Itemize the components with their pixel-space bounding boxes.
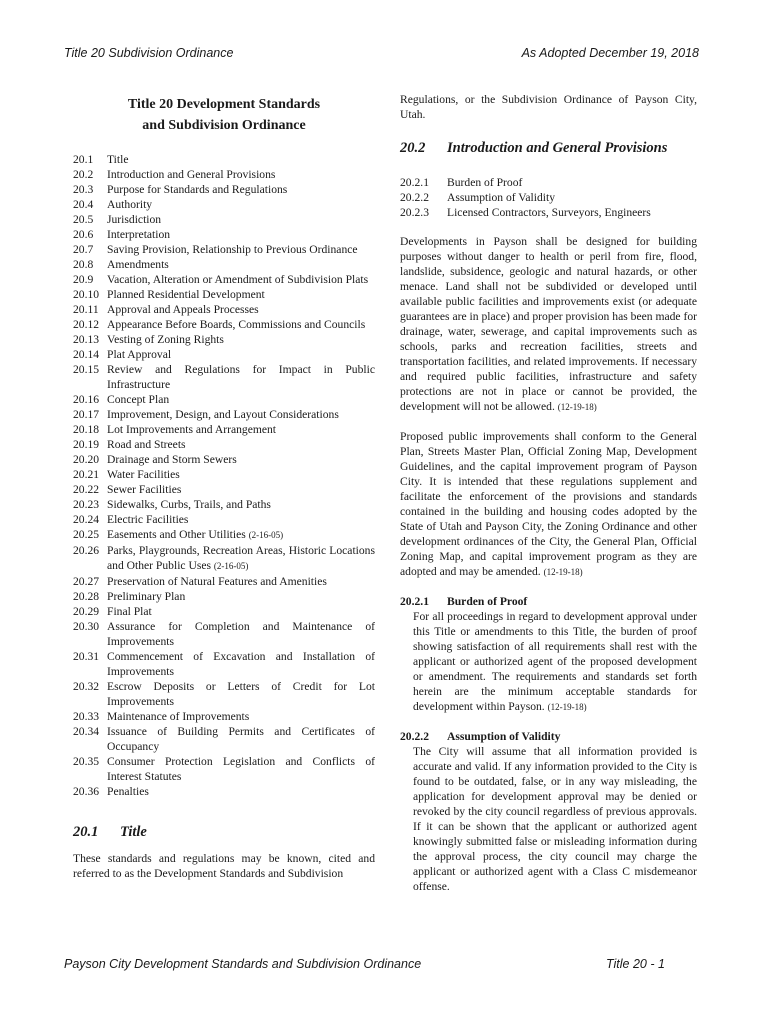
- toc-entry-text: Assurance for Completion and Maintenance of Improvements: [107, 620, 375, 648]
- toc-entry-text: Electric Facilities: [107, 513, 189, 526]
- toc-entry-number: 20.23: [73, 498, 100, 511]
- amendment-note: (12-19-18): [547, 702, 587, 712]
- toc-entry-text: Vacation, Alteration or Amendment of Subdivision Plats: [107, 273, 369, 286]
- toc-entry: [73, 649, 375, 679]
- toc-entry-title: [107, 212, 375, 227]
- toc-entry-title: [107, 724, 375, 754]
- toc-entry-number: 20.10: [73, 288, 100, 301]
- toc-entry-text: Preservation of Natural Features and Amenities: [107, 575, 327, 588]
- toc-entry-title: [107, 287, 375, 302]
- toc-entry: [73, 332, 375, 347]
- toc-entry-title: [107, 679, 375, 709]
- section-number: 20.2: [400, 140, 426, 156]
- toc-entry-text: Planned Residential Development: [107, 288, 265, 301]
- toc-entry-text: Commencement of Excavation and Installation of Improvements: [107, 650, 375, 678]
- toc-entry-title: [107, 604, 375, 619]
- toc-entry-number: 20.33: [73, 710, 100, 723]
- toc-entry-number: 20.13: [73, 333, 100, 346]
- toc-entry-title: [107, 619, 375, 649]
- document-title: [73, 94, 375, 136]
- toc-entry-text: Sidewalks, Curbs, Trails, and Paths: [107, 498, 271, 511]
- toc-entry-number: 20.9: [73, 273, 94, 286]
- section-20-1-body: These standards and regulations may be known, cited and referred to as the Development Standards and Subdivision: [73, 852, 375, 880]
- paragraph-text: Proposed public improvements shall conform to the General Plan, Streets Master Plan, Official Zoning Map, Development Guidelines, and the capital improvement program of Payson City. It is intended that these regulations supplement and facilitate the enforcement of the provisions and standards contained in the building and housing codes adopted by the State of Utah and Payson City, the Zoning Ordinance and other development ordinances of the City, the General Plan, Official Zoning Map, and capital improvement program as they are adopted and may be amended.: [400, 430, 697, 578]
- table-of-contents: [73, 152, 375, 799]
- toc-entry: [73, 574, 375, 589]
- toc-entry-number: 20.2: [73, 168, 94, 181]
- toc-entry-title: [107, 227, 375, 242]
- toc-entry-title: [107, 527, 375, 543]
- subsection-number: 20.2.3: [400, 206, 429, 219]
- toc-entry: [73, 407, 375, 422]
- toc-entry-text: Road and Streets: [107, 438, 186, 451]
- toc-entry-text: Water Facilities: [107, 468, 180, 481]
- amendment-note: (12-19-18): [543, 567, 583, 577]
- toc-entry-text: Jurisdiction: [107, 213, 162, 226]
- toc-entry-text: Easements and Other Utilities: [107, 528, 246, 541]
- document-title-line1: Title 20 Development Standards: [127, 97, 321, 112]
- toc-entry-number: 20.29: [73, 605, 100, 618]
- subsection-20-2-1-body: [400, 609, 697, 715]
- toc-entry-number: 20.7: [73, 243, 94, 256]
- toc-entry: [73, 619, 375, 649]
- toc-entry-text: Review and Regulations for Impact in Public Infrastructure: [107, 363, 375, 391]
- continuation-paragraph: Regulations, or the Subdivision Ordinance of Payson City, Utah.: [400, 93, 697, 121]
- toc-entry-title: [107, 754, 375, 784]
- toc-entry-number: 20.12: [73, 318, 100, 331]
- toc-entry-text: Preliminary Plan: [107, 590, 186, 603]
- toc-entry: [73, 754, 375, 784]
- toc-entry-text: Authority: [107, 198, 153, 211]
- toc-entry-title: [107, 242, 375, 257]
- toc-entry-title: [107, 497, 375, 512]
- toc-entry: [73, 512, 375, 527]
- toc-entry: [73, 724, 375, 754]
- toc-entry-number: 20.35: [73, 755, 100, 768]
- toc-entry: [73, 182, 375, 197]
- toc-entry-number: 20.28: [73, 590, 100, 603]
- toc-entry-number: 20.21: [73, 468, 100, 481]
- toc-entry: [73, 167, 375, 182]
- toc-entry-text: Approval and Appeals Processes: [107, 303, 259, 316]
- toc-entry: [73, 257, 375, 272]
- toc-entry-title: [107, 437, 375, 452]
- toc-entry-text: Improvement, Design, and Layout Considerations: [107, 408, 339, 421]
- section-20-1-heading: [73, 824, 375, 841]
- toc-entry-number: 20.30: [73, 620, 100, 633]
- toc-entry-title: [107, 257, 375, 272]
- amendment-note: (2-16-05): [248, 530, 284, 540]
- toc-entry-text: Lot Improvements and Arrangement: [107, 423, 277, 436]
- page-footer-title: Payson City Development Standards and Subdivision Ordinance: [64, 957, 422, 971]
- toc-entry-number: 20.19: [73, 438, 100, 451]
- subsection-number: 20.2.2: [400, 191, 429, 204]
- toc-entry-number: 20.27: [73, 575, 100, 588]
- toc-entry: [73, 392, 375, 407]
- toc-entry-number: 20.31: [73, 650, 100, 663]
- toc-entry-number: 20.15: [73, 363, 100, 376]
- toc-entry-title: [107, 167, 375, 182]
- toc-entry-text: Interpretation: [107, 228, 171, 241]
- toc-entry: [73, 543, 375, 574]
- toc-entry: [73, 152, 375, 167]
- toc-entry: [73, 317, 375, 332]
- toc-entry-number: 20.18: [73, 423, 100, 436]
- page-footer-page-number: Title 20 - 1: [606, 957, 665, 971]
- subsection-name: Licensed Contractors, Surveyors, Engineers: [447, 206, 651, 219]
- toc-entry-title: [107, 392, 375, 407]
- section-number: 20.1: [73, 824, 99, 840]
- amendment-note: (12-19-18): [557, 402, 597, 412]
- toc-entry: [73, 227, 375, 242]
- subsection-20-2-2-body: The City will assume that all information provided is accurate and valid. If any information provided to the City is found to be outdated, false, or in any way misleading, the application for development approval may be denied or revoked by the city council regardless of previous approvals. If it can be shown that the applicant or authorized agent knowingly submitted false or misleading information during the approval process, the city council may charge the applicant or authorized agent with a Class C misdemeanor offense.: [413, 745, 697, 893]
- toc-entry-text: Saving Provision, Relationship to Previous Ordinance: [107, 243, 358, 256]
- subsection-20-2-1-heading: [400, 594, 697, 609]
- toc-entry-title: [107, 452, 375, 467]
- toc-entry: [73, 589, 375, 604]
- toc-entry: [73, 604, 375, 619]
- public-improvements-paragraph: [400, 429, 697, 580]
- toc-entry-text: Purpose for Standards and Regulations: [107, 183, 288, 196]
- toc-entry: [73, 287, 375, 302]
- toc-entry-title: [107, 272, 375, 287]
- toc-entry-text: Maintenance of Improvements: [107, 710, 250, 723]
- toc-entry-text: Concept Plan: [107, 393, 170, 406]
- subsection-20-2-2-heading: [400, 729, 697, 744]
- left-column: [73, 92, 375, 881]
- toc-entry-number: 20.17: [73, 408, 100, 421]
- toc-entry: [73, 467, 375, 482]
- toc-entry-text: Amendments: [107, 258, 169, 271]
- toc-entry-number: 20.8: [73, 258, 94, 271]
- paragraph-text: For all proceedings in regard to development approval under this Title or amendments to this Title, the burden of proof showing satisfaction of all requirements shall rest with the applicant or authorized agent of the proposed development or amendment. The requirements and standards set forth herein are the minimum acceptable standards for development within Payson.: [413, 610, 697, 713]
- subsection-title: Burden of Proof: [447, 595, 528, 608]
- toc-entry-title: [107, 467, 375, 482]
- toc-entry-title: [107, 649, 375, 679]
- toc-entry-text: Parks, Playgrounds, Recreation Areas, Historic Locations and Other Public Uses: [107, 544, 375, 572]
- toc-entry-number: 20.36: [73, 785, 100, 798]
- toc-entry-title: [107, 362, 375, 392]
- toc-entry-number: 20.11: [73, 303, 99, 316]
- toc-entry-text: Penalties: [107, 785, 149, 798]
- toc-entry-title: [107, 784, 375, 799]
- toc-entry-title: [107, 407, 375, 422]
- right-column: [400, 92, 697, 894]
- amendment-note: (2-16-05): [213, 561, 249, 571]
- subsection-list: [400, 175, 697, 220]
- subsection-list-item: [400, 175, 697, 190]
- toc-entry-text: Final Plat: [107, 605, 152, 618]
- toc-entry: [73, 709, 375, 724]
- subsection-number: 20.2.2: [400, 730, 429, 743]
- toc-entry-title: [107, 422, 375, 437]
- toc-entry-title: [107, 347, 375, 362]
- toc-entry-title: [107, 574, 375, 589]
- toc-entry-title: [107, 543, 375, 574]
- toc-entry: [73, 212, 375, 227]
- toc-entry-number: 20.16: [73, 393, 100, 406]
- toc-entry: [73, 362, 375, 392]
- section-20-2-heading: [400, 140, 697, 157]
- toc-entry-text: Appearance Before Boards, Commissions and Councils: [107, 318, 366, 331]
- toc-entry-number: 20.1: [73, 153, 94, 166]
- toc-entry-title: [107, 152, 375, 167]
- toc-entry-title: [107, 482, 375, 497]
- subsection-title: Assumption of Validity: [447, 730, 561, 743]
- document-title-line2: and Subdivision Ordinance: [142, 118, 306, 133]
- subsection-name: Assumption of Validity: [447, 191, 555, 204]
- toc-entry: [73, 497, 375, 512]
- toc-entry-text: Drainage and Storm Sewers: [107, 453, 237, 466]
- toc-entry: [73, 347, 375, 362]
- toc-entry-title: [107, 709, 375, 724]
- development-hazards-paragraph: [400, 234, 697, 415]
- toc-entry: [73, 679, 375, 709]
- subsection-list-item: [400, 205, 697, 220]
- toc-entry-number: 20.5: [73, 213, 94, 226]
- toc-entry: [73, 482, 375, 497]
- paragraph-text: Developments in Payson shall be designed for building purposes without danger to health or peril from fire, flood, landslide, subsidence, geologic and natural hazards, or other menace. Land shall not be subdivided or developed until available public facilities and improvements exist (or adequate guarantees are in place) and proper provision has been made for drainage, water, sewerage, and capital improvements such as schools, parks and recreation facilities, streets and transportation facilities, and related improvements. If necessary and required public facilities, infrastructure and safety protections are not in place or cannot be provided, the development will not be allowed.: [400, 235, 697, 413]
- toc-entry-text: Issuance of Building Permits and Certificates of Occupancy: [107, 725, 375, 753]
- toc-entry: [73, 302, 375, 317]
- toc-entry-number: 20.24: [73, 513, 100, 526]
- toc-entry-text: Sewer Facilities: [107, 483, 182, 496]
- toc-entry: [73, 242, 375, 257]
- subsection-number: 20.2.1: [400, 595, 429, 608]
- toc-entry-text: Consumer Protection Legislation and Conflicts of Interest Statutes: [107, 755, 375, 783]
- subsection-number: 20.2.1: [400, 176, 429, 189]
- page-header-date: As Adopted December 19, 2018: [521, 46, 699, 60]
- toc-entry: [73, 452, 375, 467]
- toc-entry-title: [107, 317, 375, 332]
- toc-entry-number: 20.34: [73, 725, 100, 738]
- toc-entry-number: 20.20: [73, 453, 100, 466]
- subsection-list-item: [400, 190, 697, 205]
- toc-entry-title: [107, 589, 375, 604]
- toc-entry-number: 20.22: [73, 483, 100, 496]
- toc-entry-number: 20.14: [73, 348, 100, 361]
- page-header-title: Title 20 Subdivision Ordinance: [64, 46, 234, 60]
- toc-entry: [73, 197, 375, 212]
- toc-entry-number: 20.26: [73, 544, 100, 557]
- toc-entry: [73, 527, 375, 543]
- toc-entry-text: Plat Approval: [107, 348, 172, 361]
- toc-entry-number: 20.25: [73, 528, 100, 541]
- toc-entry-text: Vesting of Zoning Rights: [107, 333, 224, 346]
- toc-entry-title: [107, 512, 375, 527]
- toc-entry-number: 20.32: [73, 680, 100, 693]
- section-title: Title: [120, 824, 147, 840]
- toc-entry-title: [107, 302, 375, 317]
- toc-entry-number: 20.3: [73, 183, 94, 196]
- toc-entry: [73, 272, 375, 287]
- toc-entry-number: 20.6: [73, 228, 94, 241]
- toc-entry-text: Escrow Deposits or Letters of Credit for Lot Improvements: [107, 680, 375, 708]
- toc-entry-title: [107, 197, 375, 212]
- toc-entry: [73, 422, 375, 437]
- toc-entry-title: [107, 332, 375, 347]
- toc-entry-title: [107, 182, 375, 197]
- section-title: Introduction and General Provisions: [447, 140, 668, 156]
- toc-entry-text: Introduction and General Provisions: [107, 168, 276, 181]
- toc-entry-text: Title: [107, 153, 129, 166]
- toc-entry: [73, 437, 375, 452]
- subsection-name: Burden of Proof: [447, 176, 523, 189]
- toc-entry: [73, 784, 375, 799]
- toc-entry-number: 20.4: [73, 198, 94, 211]
